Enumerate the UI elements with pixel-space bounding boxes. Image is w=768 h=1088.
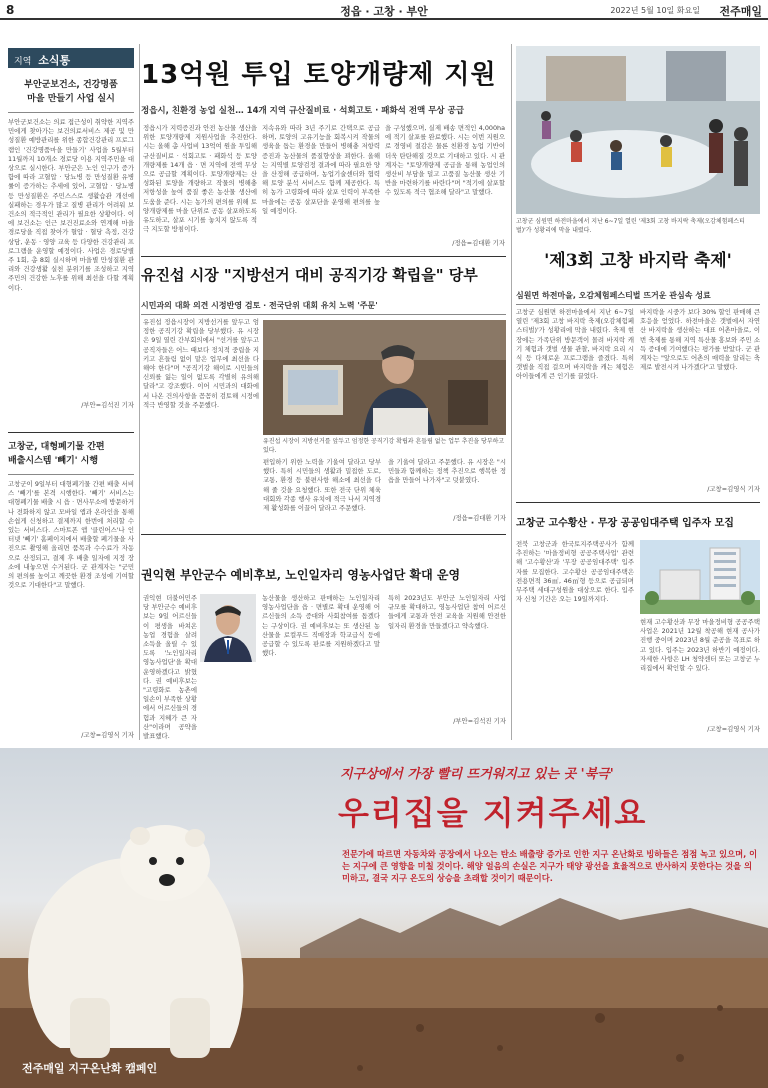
buan-story-byline: /부안=김석진 기자 xyxy=(453,717,506,725)
festival-headline: '제3회 고창 바지락 축제' xyxy=(544,251,732,271)
column-rule xyxy=(139,44,140,740)
section-title: 정읍 · 고창 · 부안 xyxy=(340,5,428,18)
housing-rendering-image xyxy=(640,540,760,614)
column-rule xyxy=(511,44,512,740)
issue-date: 2022년 5월 10일 화요일 xyxy=(610,6,700,15)
title-line: 부안군보건소, 건강명품 xyxy=(24,80,118,90)
buan-story-body-col1: 권익현 더불어민주당 부안군수 예비후보는 9일 어르신들이 평생을 바쳐온 농업 경험을 살려 소득을 올릴 수 있도록 '노인일자리 영농사업단'을 확대 운영하겠다고 밝혔다. 권 예비후보는 "고령화로 농촌에 일손이 부족한 상황에서 어르신들의 경험과 지혜가 큰 자산"이라며 공약을 발표했다. xyxy=(143,594,197,740)
title-line: 마을 만들기 사업 실시 xyxy=(27,94,115,104)
candidate-portrait xyxy=(200,594,256,662)
regional-news-tag xyxy=(8,48,134,68)
top-story-byline: /정읍=김대환 기자 xyxy=(452,239,505,247)
housing-body-col1: 전북 고창군과 한국토지주택공사가 함께 추진하는 '마을정비형 공공주택사업' 관련해 '고수황산'과 '무장 공공임대주택' 입주자를 모집한다. 고수황산 공공임대주택은 전용면적 36㎡, 46㎡형 등으로 공급되며 무주택 세대구성원을 대상으로 한다. 입주자 신청 기간은 오는 19일까지다. xyxy=(516,540,634,604)
buan-story-body-col3: 특히 2023년도 부안군 노인일자리 사업 규모를 확대하고, 영농사업단 참여 어르신들에게 교통과 안전 교육을 지원해 안전한 일자리 환경을 만들겠다고 약속했다. xyxy=(388,594,506,630)
divider xyxy=(8,112,134,113)
climate-campaign-ad xyxy=(0,748,768,1088)
mayor-story-body-col3: 을 기울여 달라고 주문했다. 유 시장은 "시민들과 함께하는 정책 추진으로 행복한 정읍을 만들어 나가자"고 덧붙였다. xyxy=(388,458,506,485)
left-story1-body: 부안군보건소는 의료 접근성이 취약한 지역주민에게 찾아가는 보건의료서비스 제공 및 만성질환 예방관리를 위한 종합건강관리 프로그램인 '건강명품마을 만들기' 사업을 5월부터 11월까지 10개소 경로당 이용 지역주민을 대상으로 실시한다. 부안군은 노인 인구가 증가함에 따라 고혈압 · 당뇨병 등 만성질환 유병률이 증가하는 추세에 있어, 고혈압 · 당뇨병 등 만성질환은 주민스스로 생활습관 개선에 실패하는 경우가 많고 질병 관리가 어려워 보건소의 적극적인 관리가 필요한 상황이다. 이에 보건소는 인근 보건진료소와 연계해 마을 경로당을 직접 찾아가 혈압 · 혈당 측정, 건강상담, 운동 · 영양 교육 등 다양한 건강관리 프로그램을 운영할 예정이다. 사업은 경로당별 주 1회, 총 8회 실시하며 마을별 만성질환 관리와 건강생활 실천 분위기를 조성하고 지역주민의 건강한 노후를 위해 최선을 다할 계획이다. xyxy=(8,118,134,292)
festival-photo-image xyxy=(516,46,760,214)
left-story2-body: 고창군이 9일부터 대형폐기물 간편 배출 서비스 '빼기'를 본격 시행한다. '빼기' 서비스는 대형폐기물 배출 시 읍 · 면사무소에 방문하거나 전화하지 않고 모바일 앱과 온라인을 통해 손쉽게 신청하고 결제까지 한번에 처리할 수 있는 서비스다. 스마트폰 앱 '클린어스'나 인터넷 '빼기' 홈페이지에서 배출할 폐기물을 사진으로 촬영해 올리면 품목과 수수료가 자동으로 산정되고, 결제 후 배출 일자에 지정 장소에 내놓으면 수거된다. 군 관계자는 "군민의 편의를 높이고 깨끗한 환경 조성에 기여할 것으로 기대한다"고 말했다. xyxy=(8,480,134,590)
top-story-body-col2: 지속유와 따라 3년 주기로 간택으로 공급하며, 토양의 고유기능을 회복시켜 작물의 생육을 돕는 환경을 만들어 병해충 저항력 증진과 농산물의 품질향상을 꾀한다. 올해는 지역별 토양검정 결과에 따라 필요한 양을 산정해 공급하며, 농업기술센터와 협력해 토양 분석 서비스도 함께 제공한다. 특히 농가 고령화에 따라 살포 인력이 부족한 마을에는 공동 살포단을 운영해 편의를 높일 예정이다. xyxy=(262,124,380,215)
festival-photo-caption: 고창군 심원면 하전마을에서 지난 6~7일 열린 '제3회 고창 바지락 축제(오감체험페스티벌)'가 성황리에 막을 내렸다. xyxy=(516,218,745,234)
festival-byline: /고창=김영식 기자 xyxy=(707,485,760,493)
festival-body-col1: 고창군 심원면 하전마을에서 지난 6~7일 열린 '제3회 고창 바지락 축제(오감체험페스티벌)'가 성황리에 막을 내렸다. 축제 현장에는 가족단위 방문객이 몰려 바지락 캐기 체험과 갯벌 생물 관찰, 바지락 요리 시식 등 다채로운 프로그램을 즐겼다. 특히 갯벌을 직접 걸으며 바지락을 캐는 체험은 아이들에게 큰 인기를 끌었다. xyxy=(516,308,634,381)
mayor-story-subheadline: 시민과의 대화 의견 시정반영 검토 · 전국단위 대회 유치 노력 '주문' xyxy=(141,301,378,310)
tag-prefix: 지역 xyxy=(14,57,32,67)
mayor-story-body-col1: 유진섭 정읍시장이 지방선거를 앞두고 엄정한 공직기강 확립을 당부했다. 유 시장은 9일 열린 간부회의에서 "선거를 앞두고 공직자들은 어느 때보다 정치적 중립을 지키고 흔들림 없이 맡은 업무에 최선을 다해야 한다"며 "공직기강 해이로 시민들의 신뢰를 잃는 일이 없도록 각별히 유의해 달라"고 강조했다. 이어 시민과의 대화에서 나온 건의사항을 꼼꼼히 검토해 시정에 적극 반영할 것을 주문했다. xyxy=(143,318,259,409)
ad-title: 우리집을 지켜주세요 xyxy=(338,794,648,832)
festival-subheadline: 심원면 하전마을, 오감체험페스티벌 뜨거운 관심속 성료 xyxy=(516,291,711,300)
tag-label: 소식통 xyxy=(38,54,71,67)
divider xyxy=(8,432,134,433)
buan-story-headline: 권익현 부안군수 예비후보, 노인일자리 영농사업단 확대 운영 xyxy=(141,568,461,582)
mayor-photo-image xyxy=(263,320,506,435)
mayor-photo-caption: 유진섭 시장이 지방선거를 앞두고 엄정한 공직기강 확립과 흔들림 없는 업무 추진을 당부하고 있다. xyxy=(263,438,505,454)
divider xyxy=(516,304,760,305)
top-story-body-col3: 을 구성했으며, 실제 배송 면적인 4,000ha에 적기 살포를 완료했다. 시는 이번 지원으로 경영비 절감은 물론 친환경 농업 기반이 더욱 탄탄해질 것으로 기대하고 있다. 시 관계자는 "토양개량제 공급을 통해 농업인의 생산비 부담을 덜고 고품질 농산물 생산 기반을 마련하기를 바란다"며 "적기에 살포할 수 있도록 적극 협조해 달라"고 말했다. xyxy=(385,124,505,197)
left-story2-title xyxy=(8,440,134,468)
newspaper-logo: 전주매일 xyxy=(719,5,762,18)
festival-body-col2: 바지락을 시중가 보다 30% 할인 판매해 큰 호응을 얻었다. 하전마을은 갯벌에서 자연산 바지락을 생산하는 대표 어촌마을로, 이번 축제를 통해 지역 특산물 홍보와 주민 소득 증대에 기여했다는 평가를 받았다. 군 관계자는 "앞으로도 어촌의 매력을 알리는 축제로 발전시켜 나가겠다"고 말했다. xyxy=(640,308,760,372)
left-story1-title xyxy=(8,78,134,106)
left-story1-byline: /부안=김석진 기자 xyxy=(81,401,134,409)
housing-rendering xyxy=(640,540,760,614)
ad-sponsor: 전주매일 지구온난화 캠페인 xyxy=(22,1062,158,1075)
ad-subtitle: 지구상에서 가장 빨리 뜨거워지고 있는 곳 '북극' xyxy=(340,767,614,782)
housing-body-col2: 현재 고수황산과 무장 마을정비형 공공주택사업은 2021년 12월 착공해 현재 공사가 진행 중이며 2023년 8월 준공을 목표로 하고 있다. 입주는 2023년 하반기 예정이다. 자세한 사항은 LH 청약센터 또는 고창군 누리집에서 확인할 수 있다. xyxy=(640,618,760,673)
mayor-story-headline: 유진섭 시장 "지방선거 대비 공직기강 확립을" 당부 xyxy=(141,266,478,284)
divider xyxy=(141,256,506,257)
festival-photo xyxy=(516,46,760,214)
divider xyxy=(141,314,506,315)
divider xyxy=(516,502,760,503)
divider xyxy=(141,534,506,535)
title-line: 고창군, 대형폐기물 간편 xyxy=(8,442,105,452)
page-number: 8 xyxy=(6,3,15,17)
top-story-subheadline: 정읍시, 친환경 농업 실천… 14개 지역 규산질비료 · 석회고토 · 패화석 전액 무상 공급 xyxy=(141,106,465,116)
housing-headline: 고창군 고수황산 · 무장 공공임대주택 입주자 모집 xyxy=(516,518,734,529)
left-story2-byline: /고창=김영식 기자 xyxy=(81,731,134,739)
mayor-story-byline: /정읍=김대환 기자 xyxy=(453,514,506,522)
buan-story-body-col2: 농산물을 생산하고 판매하는 노인일자리 영농사업단을 읍 · 면별로 확대 운영해 어르신들의 소득 증대와 사회참여를 돕겠다는 구상이다. 권 예비후보는 또 생산된 농산물을 로컬푸드 직매장과 학교급식 등에 공급할 수 있도록 판로를 지원하겠다고 말했다. xyxy=(262,594,380,658)
ad-body: 전문가에 따르면 자동차와 공장에서 나오는 탄소 배출량 증가로 인한 지구 온난화로 빙하들은 점점 녹고 있으며, 이는 지구에 큰 영향을 미칠 것이다. 해양 얼음의 손실은 지구가 태양 광선을 효율적으로 반사하지 못한다는 것을 의미하고, 결국 지구 온도의 상승을 초래할 것이기 때문이다. xyxy=(342,849,758,883)
mayor-story-body-col2: 편입하기 위한 노력을 기울여 달라고 당부했다. 특히 시민들의 생활과 밀접한 도로, 교통, 환경 등 불편사항 해소에 최선을 다해 줄 것을 요청했다. 또한 전국 단위 체육대회와 각종 행사 유치에 적극 나서 지역경제 활성화를 이끌어 달라고 주문했다. xyxy=(263,458,381,513)
top-story-headline: 13억원 투입 토양개량제 지원 xyxy=(141,60,497,90)
housing-byline: /고창=김영식 기자 xyxy=(707,725,760,733)
top-story-body-col1: 정읍시가 지력증진과 안전 농산물 생산을 위한 토양개량제 지원사업을 추진한다. 시는 올해 총 사업비 13억여 원을 투입해 규산질비료 · 석회고토 · 패화석 등 토양개량제를 14개 읍 · 면 지역에 전액 무상으로 공급할 계획이다. 토양개량제는 산성화된 토양을 개량하고 작물의 병해충 저항성을 높여 품질 좋은 농산물 생산에 도움을 준다. 시는 농가의 편의를 위해 토양개량제를 마을 단위로 공동 살포하도록 유도하고, 살포 시기를 놓치지 않도록 적극 지도할 방침이다. xyxy=(143,124,257,234)
candidate-portrait-image xyxy=(200,594,256,662)
title-line: 배출시스템 '빼기' 시행 xyxy=(8,456,99,466)
mayor-photo xyxy=(263,320,506,435)
divider xyxy=(8,474,134,475)
masthead xyxy=(0,0,768,20)
